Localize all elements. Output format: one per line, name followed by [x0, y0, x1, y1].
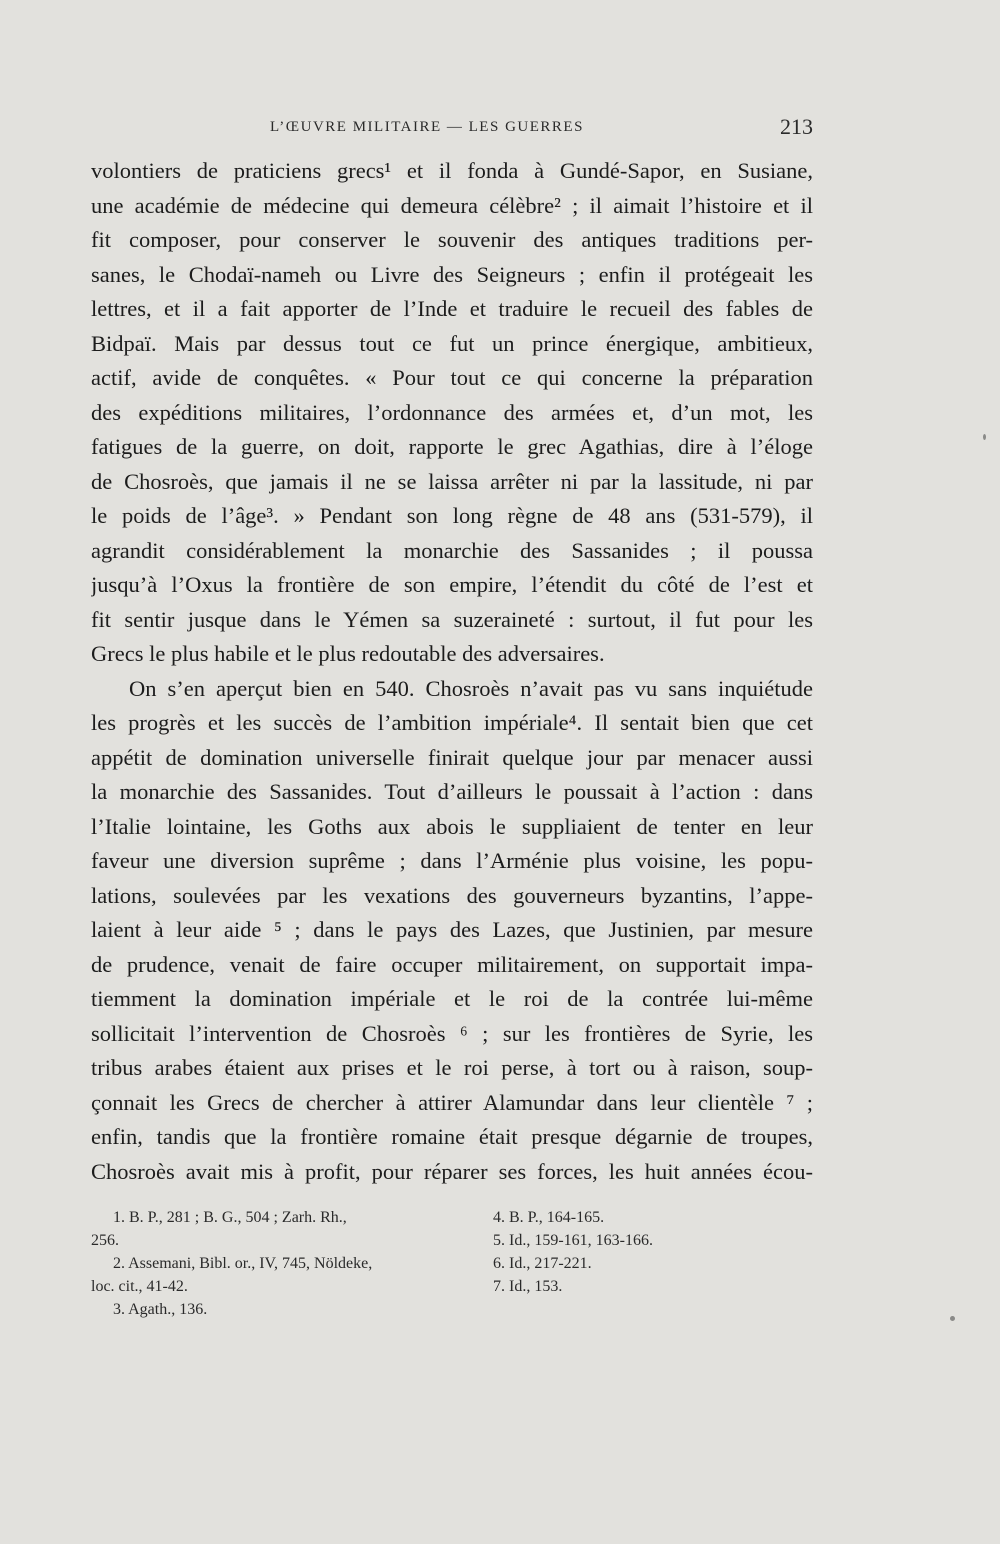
text-line: faveur une diversion suprême ; dans l’Arménie plus voisine, les popu-: [91, 848, 813, 873]
paper-speck: [950, 1316, 955, 1321]
footnote-line: loc. cit., 41-42.: [91, 1278, 188, 1295]
paper-speck: [983, 434, 986, 440]
footnote-line: 256.: [91, 1232, 119, 1249]
text-line: enfin, tandis que la frontière romaine était presque dégarnie de troupes,: [91, 1124, 813, 1149]
text-line: fatigues de la guerre, on doit, rapporte le grec Agathias, dire à l’éloge: [91, 434, 813, 459]
text-line: Bidpaï. Mais par dessus tout ce fut un prince énergique, ambitieux,: [91, 330, 813, 356]
text-line: l’Italie lointaine, les Goths aux abois le suppliaient de tenter en leur: [91, 813, 813, 839]
text-line: lettres, et il a fait apporter de l’Inde et traduire le recueil des fables de: [91, 296, 813, 321]
text-line: actif, avide de conquêtes. « Pour tout ce qui concerne la préparation: [91, 365, 813, 390]
text-line: On s’en aperçut bien en 540. Chosroès n’avait pas vu sans inquiétude: [129, 675, 813, 701]
footnote-line: 2. Assemani, Bibl. or., IV, 745, Nöldeke,: [113, 1255, 373, 1272]
footnote-line: 1. B. P., 281 ; B. G., 504 ; Zarh. Rh.,: [113, 1209, 347, 1226]
footnote-line: 4. B. P., 164-165.: [493, 1209, 605, 1226]
text-line: lations, soulevées par les vexations des gouverneurs byzantins, l’appe-: [91, 882, 813, 908]
text-line: appétit de domination universelle finirait quelque jour par menacer aussi: [91, 744, 813, 770]
footnotes-right-column: [493, 1206, 813, 1298]
text-line: agrandit considérablement la monarchie des Sassanides ; il poussa: [91, 537, 813, 563]
text-line: sollicitait l’intervention de Chosroès ⁶ ; sur les frontières de Syrie, les: [91, 1020, 813, 1046]
text-line: jusqu’à l’Oxus la frontière de son empire, l’étendit du côté de l’est et: [91, 572, 813, 597]
text-line: les progrès et les succès de l’ambition impériale⁴. Il sentait bien que cet: [91, 710, 813, 735]
text-line: Chosroès avait mis à profit, pour réparer ses forces, les huit années écou-: [91, 1158, 813, 1184]
text-line: fit composer, pour conserver le souvenir des antiques traditions per-: [91, 227, 813, 252]
text-line: de prudence, venait de faire occuper militairement, on supportait impa-: [91, 951, 813, 977]
body-text: [91, 154, 813, 1189]
text-line: laient à leur aide ⁵ ; dans le pays des Lazes, que Justinien, par mesure: [91, 917, 813, 942]
text-line: volontiers de praticiens grecs¹ et il fonda à Gundé-Sapor, en Susiane,: [91, 158, 813, 183]
text-line: fit sentir jusque dans le Yémen sa suzeraineté : surtout, il fut pour les: [91, 606, 813, 632]
text-line: de Chosroès, que jamais il ne se laissa arrêter ni par la lassitude, ni par: [91, 468, 813, 494]
text-line: tribus arabes étaient aux prises et le roi perse, à tort ou à raison, soup-: [91, 1055, 813, 1080]
footnote-line: 5. Id., 159-161, 163-166.: [493, 1232, 653, 1249]
text-line: des expéditions militaires, l’ordonnance des armées et, d’un mot, les: [91, 399, 813, 425]
text-line: Grecs le plus habile et le plus redoutable des adversaires.: [91, 641, 605, 666]
footnotes-left-column: [91, 1206, 461, 1321]
text-line: le poids de l’âge³. » Pendant son long règne de 48 ans (531-579), il: [91, 503, 813, 528]
footnote-line: 6. Id., 217-221.: [493, 1255, 592, 1272]
running-title: L’ŒUVRE MILITAIRE — LES GUERRES: [270, 119, 584, 135]
text-line: tiemment la domination impériale et le roi de la contrée lui-même: [91, 986, 813, 1011]
text-line: une académie de médecine qui demeura célèbre² ; il aimait l’histoire et il: [91, 192, 813, 218]
text-line: la monarchie des Sassanides. Tout d’ailleurs le poussait à l’action : dans: [91, 779, 813, 804]
page-number: 213: [780, 114, 813, 139]
text-line: sanes, le Chodaï-nameh ou Livre des Seigneurs ; enfin il protégeait les: [91, 261, 813, 287]
footnote-line: 7. Id., 153.: [493, 1278, 563, 1295]
text-line: çonnait les Grecs de chercher à attirer Alamundar dans leur clientèle ⁷ ;: [91, 1089, 813, 1115]
footnote-line: 3. Agath., 136.: [113, 1301, 208, 1318]
